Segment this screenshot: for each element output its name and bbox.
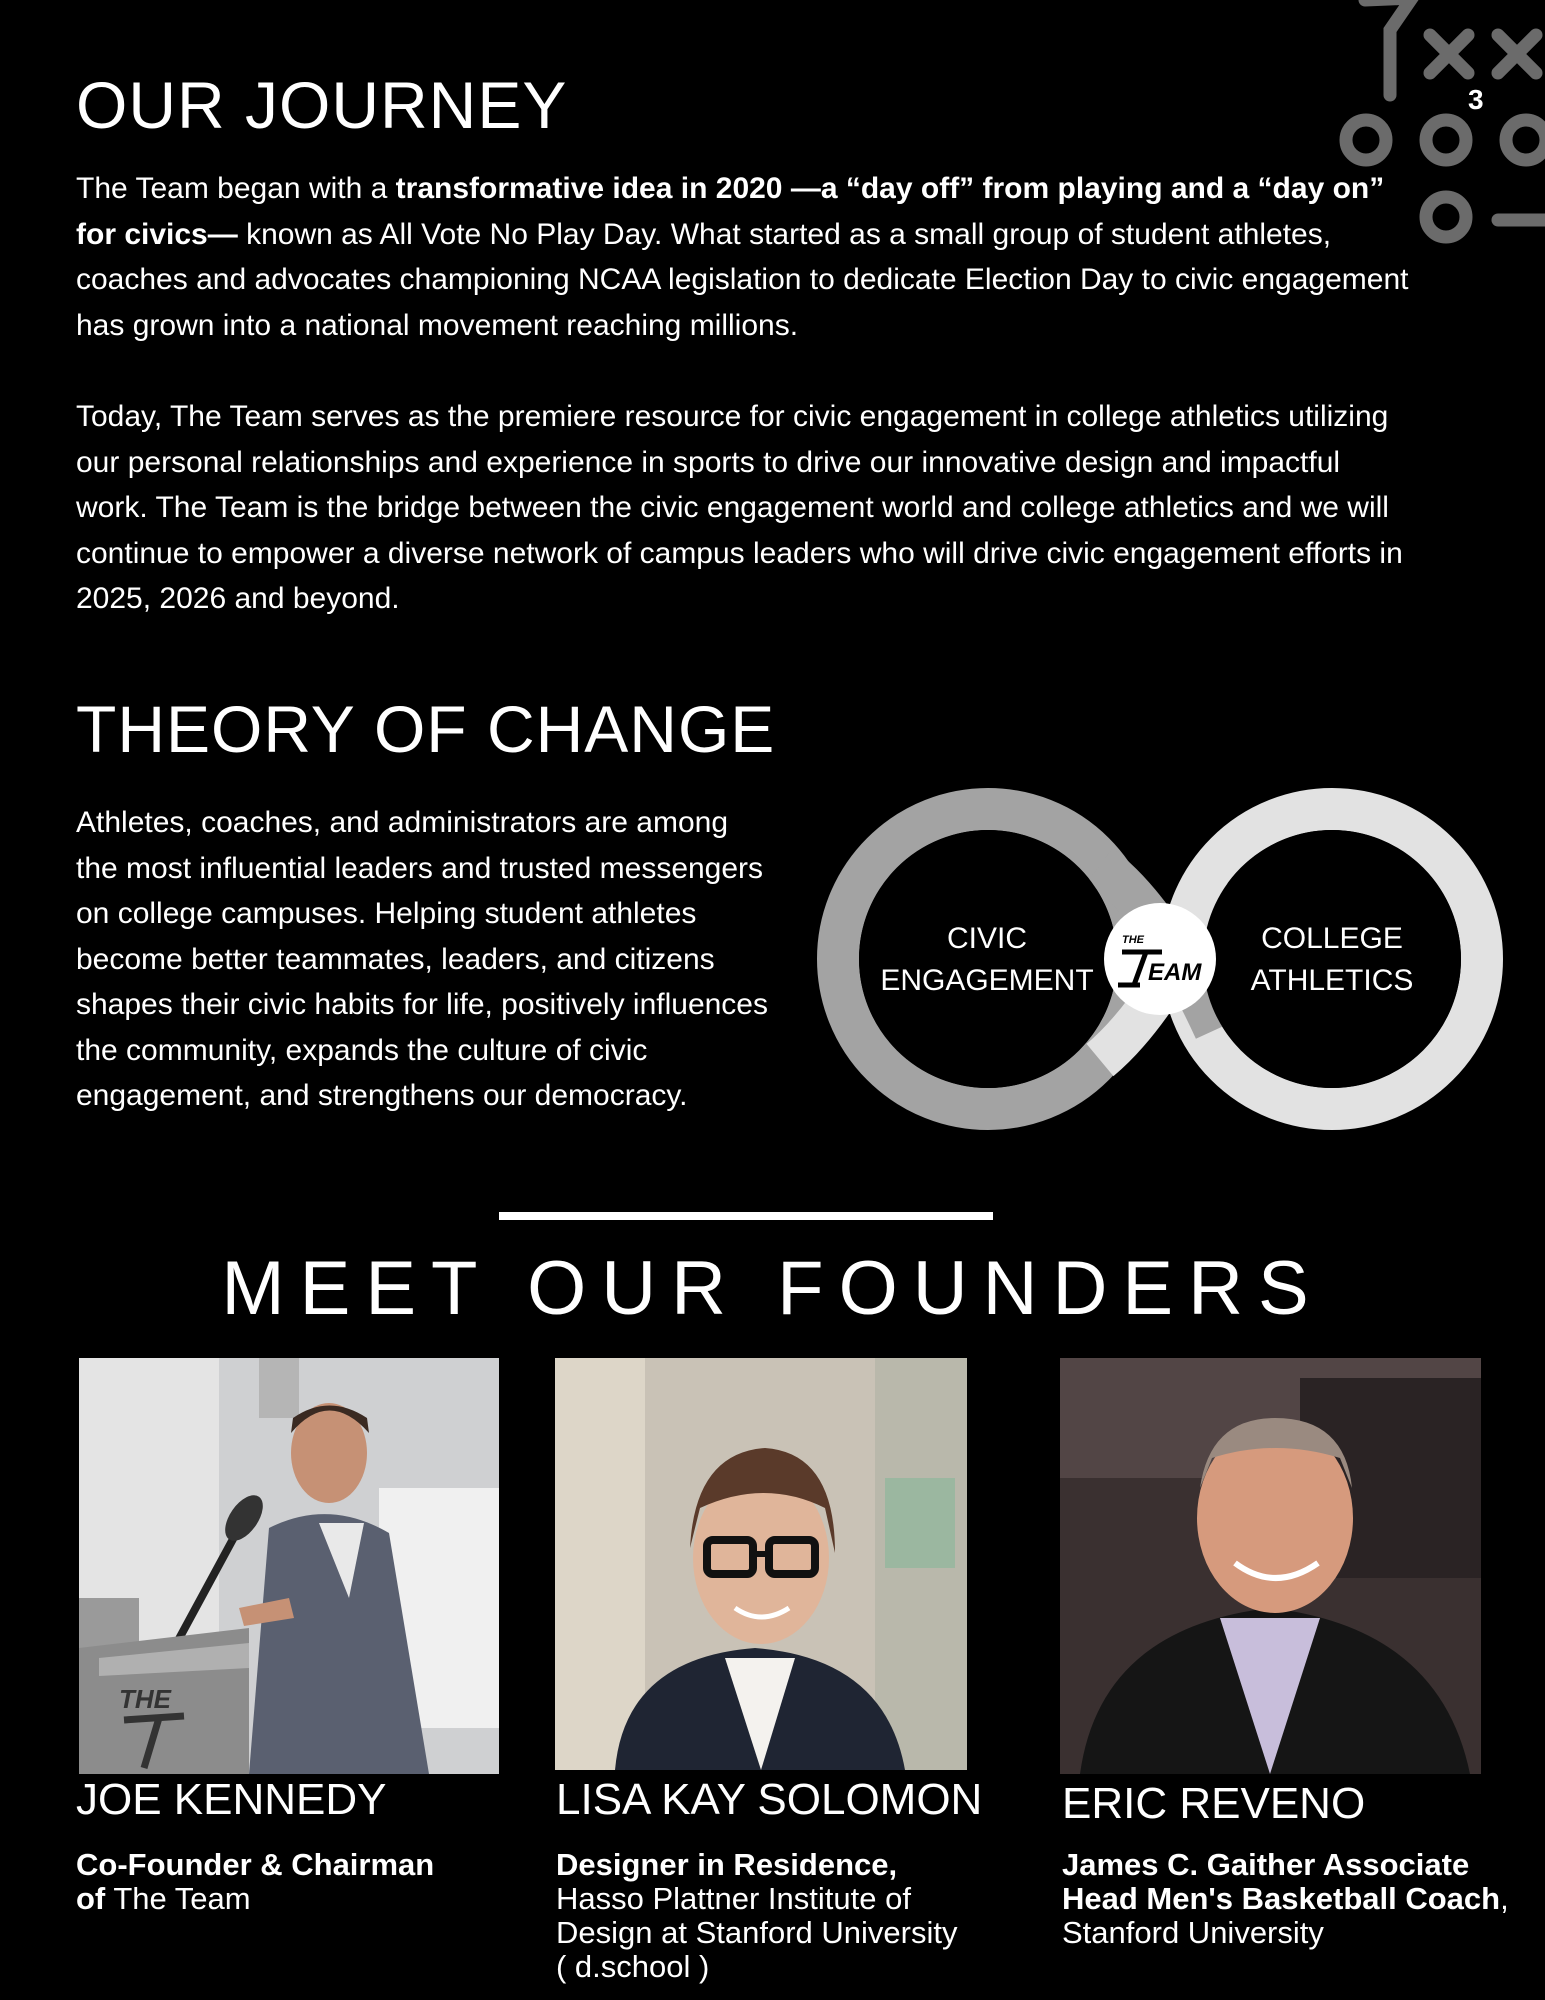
infinity-diagram	[800, 770, 1520, 1150]
athletics-label-line-1: COLLEGE	[1261, 922, 1403, 955]
lisa-role-line-3: Design at Stanford University	[556, 1915, 958, 1950]
journey-title: OUR JOURNEY	[76, 68, 568, 142]
founder-role-joe-kennedy	[76, 1848, 496, 1916]
eric-reveno-photo	[1060, 1358, 1481, 1774]
founder-name-eric-reveno: ERIC REVENO	[1062, 1779, 1366, 1828]
journey-p1-post: known as All Vote No Play Day. What started as a small group of student athletes, coaches and advocates championing NCAA legislation to dedicate Election Day to civic engagement has grown into a national movement reaching millions.	[76, 217, 1409, 342]
civic-label-line-2: ENGAGEMENT	[880, 964, 1094, 997]
journey-p1-bold: transformative idea in 2020 —a “day off” from playing and a “day on” for civics—	[76, 172, 1385, 251]
o-mark-1	[1346, 120, 1386, 160]
journey-paragraph-1	[76, 166, 1416, 348]
eric-role-line-3: Stanford University	[1062, 1915, 1324, 1950]
x-mark-2	[1498, 35, 1536, 73]
athletics-label-line-2: ATHLETICS	[1250, 964, 1414, 997]
founder-name-joe-kennedy: JOE KENNEDY	[76, 1775, 387, 1824]
play-route-line	[1365, 0, 1412, 95]
theory-text: Athletes, coaches, and administrators are among the most influential leaders and trusted messengers on college campuses. Helping student athletes become better teammates, leaders, and citizens shapes their civic habits for life, positively influences the community, expands the culture of civic engagement, and strengthens our democracy.	[76, 806, 768, 1112]
lisa-role-line-4: ( d.school )	[556, 1949, 710, 1984]
ring-inner-right	[1203, 830, 1461, 1088]
lisa-kay-solomon-photo	[555, 1358, 967, 1770]
founder-role-lisa-kay-solomon	[556, 1848, 996, 1984]
journey-paragraph-2: Today, The Team serves as the premiere resource for civic engagement in college athletics utilizing our personal relationships and experience in sports to drive our innovative design and impactful work. The Team is the bridge between the civic engagement world and college athletics and we will continue to empower a diverse network of campus leaders who will drive civic engagement efforts in 2025, 2026 and beyond.	[76, 400, 1403, 615]
lisa-role-line-2: Hasso Plattner Institute of	[556, 1881, 911, 1916]
joe-role-rest: The Team	[105, 1881, 251, 1916]
theory-title: THEORY OF CHANGE	[76, 692, 776, 766]
founder-role-eric-reveno	[1062, 1848, 1542, 1950]
podium-logo-text: THE	[119, 1684, 171, 1714]
founders-title: MEET OUR FOUNDERS	[221, 1246, 1324, 1331]
page-number: 3	[1468, 84, 1484, 115]
civic-label-line-1: CIVIC	[946, 922, 1028, 955]
joe-role-bold: Co-Founder & Chairman	[76, 1847, 435, 1882]
joe-kennedy-photo	[79, 1358, 499, 1774]
team-logo-text: EAM	[1148, 959, 1202, 986]
x-mark-1	[1430, 35, 1468, 73]
eric-role-rest: ,	[1500, 1881, 1509, 1916]
eric-role-bold: James C. Gaither Associate	[1062, 1847, 1470, 1882]
joe-role-bold-2: of	[76, 1881, 106, 1916]
o-mark-2	[1426, 120, 1466, 160]
ring-inner-left	[859, 830, 1117, 1088]
o-mark-3	[1506, 120, 1545, 160]
o-mark-4	[1426, 197, 1466, 237]
eric-role-bold-2: Head Men's Basketball Coach	[1062, 1881, 1501, 1916]
team-logo-small-text: THE	[1122, 934, 1144, 946]
journey-p1-pre: The Team began with a	[76, 172, 396, 205]
founder-name-lisa-kay-solomon: LISA KAY SOLOMON	[556, 1775, 983, 1824]
section-divider	[499, 1212, 993, 1220]
lisa-role-bold: Designer in Residence,	[556, 1847, 898, 1882]
